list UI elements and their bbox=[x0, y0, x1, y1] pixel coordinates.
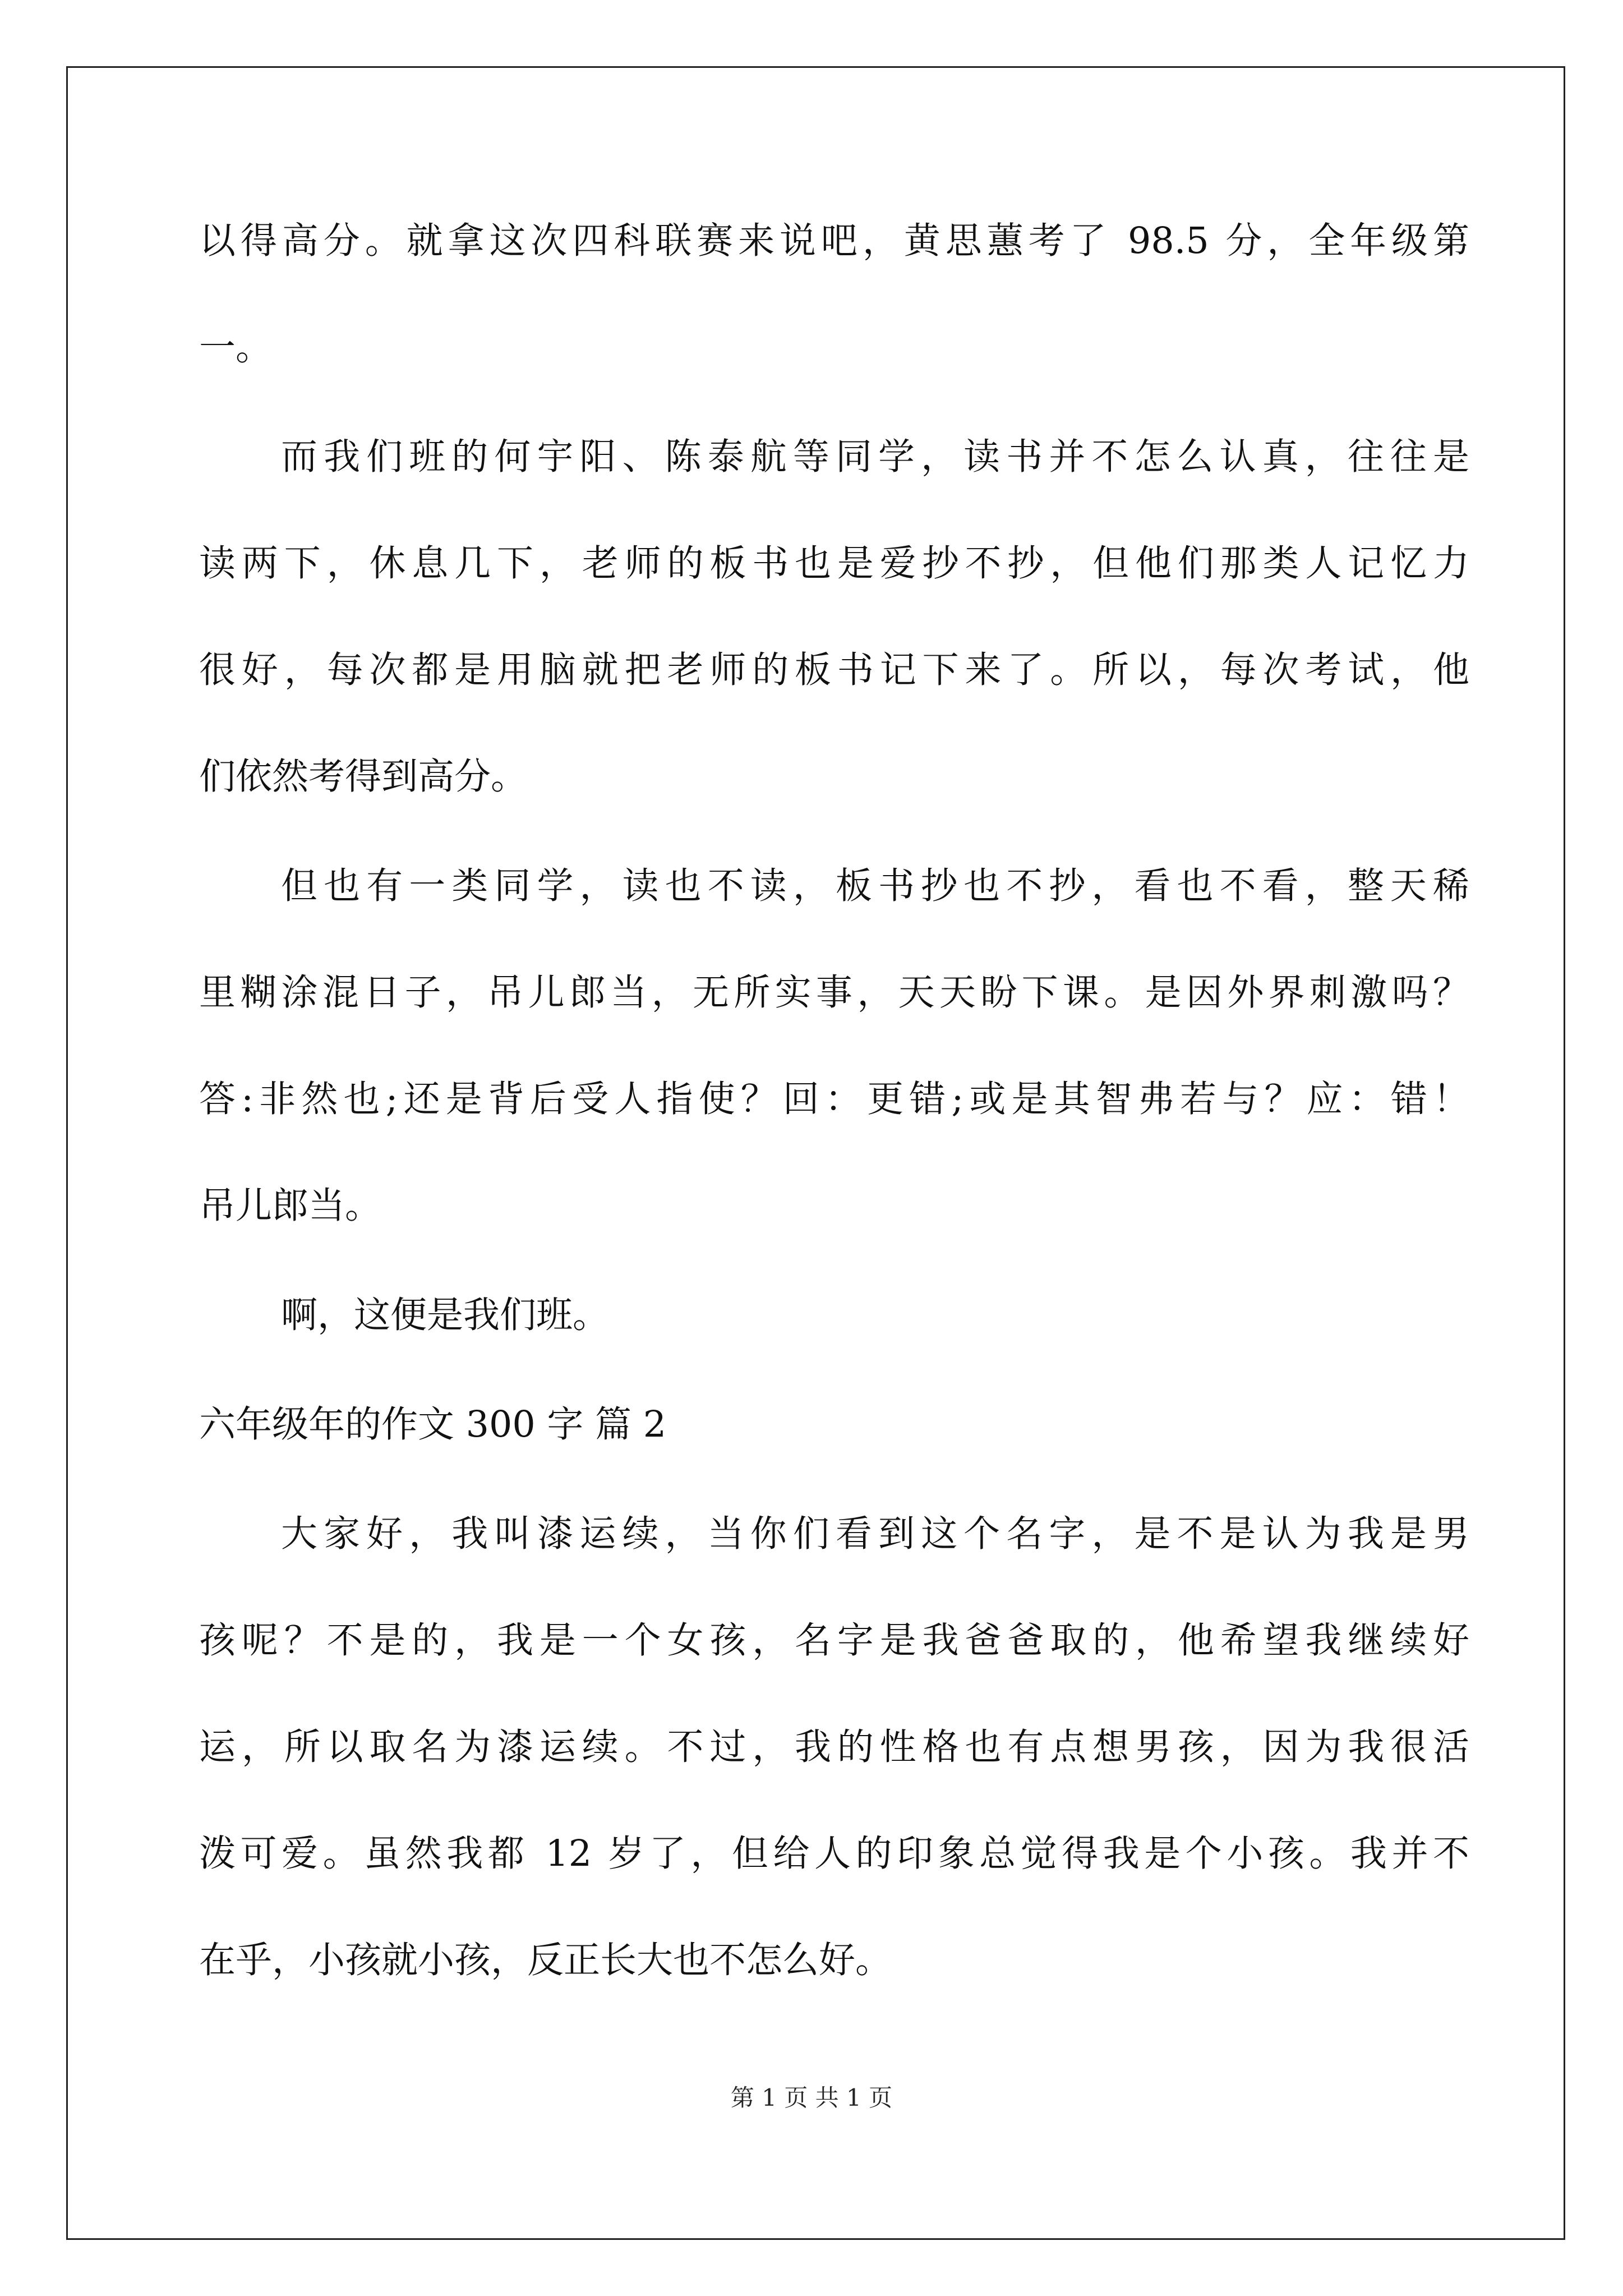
text-line: 泼可爱。虽然我都 12 岁了，但给人的印象总觉得我是个小孩。我并不 bbox=[199, 1833, 1469, 1875]
text-line: 里糊涂混日子，吊儿郎当，无所实事，天天盼下课。是因外界刺激吗？ bbox=[199, 972, 1469, 1014]
page-number-footer: 第 1 页 共 1 页 bbox=[730, 2084, 893, 2111]
page-border bbox=[66, 66, 1565, 2240]
text-line: 以得高分。就拿这次四科联赛来说吧，黄思蕙考了 98.5 分，全年级第 bbox=[199, 220, 1469, 262]
text-line: 孩呢？不是的，我是一个女孩，名字是我爸爸取的，他希望我继续好 bbox=[199, 1619, 1469, 1662]
paragraph-start-line: 但也有一类同学，读也不读，板书抄也不抄，看也不看，整天稀 bbox=[281, 865, 1469, 907]
section-heading: 六年级年的作文 300 字 篇 2 bbox=[199, 1404, 667, 1446]
paragraph-start-line: 而我们班的何宇阳、陈泰航等同学，读书并不怎么认真，往往是 bbox=[281, 436, 1469, 478]
text-line: 吊儿郎当。 bbox=[199, 1185, 382, 1227]
text-line: 答:非然也;还是背后受人指使？回：更错;或是其智弗若与？应：错！ bbox=[199, 1078, 1469, 1120]
text-line: 们依然考得到高分。 bbox=[199, 756, 528, 798]
text-line: 在乎，小孩就小孩，反正长大也不怎么好。 bbox=[199, 1939, 892, 1981]
paragraph-start-line: 啊，这便是我们班。 bbox=[281, 1294, 610, 1336]
text-line: 很好，每次都是用脑就把老师的板书记下来了。所以，每次考试，他 bbox=[199, 649, 1469, 691]
text-line: 读两下，休息几下，老师的板书也是爱抄不抄，但他们那类人记忆力 bbox=[199, 542, 1469, 585]
text-line: 一。 bbox=[199, 326, 273, 369]
paragraph-start-line: 大家好，我叫漆运续，当你们看到这个名字，是不是认为我是男 bbox=[281, 1513, 1469, 1555]
text-line: 运，所以取名为漆运续。不过，我的性格也有点想男孩，因为我很活 bbox=[199, 1726, 1469, 1768]
